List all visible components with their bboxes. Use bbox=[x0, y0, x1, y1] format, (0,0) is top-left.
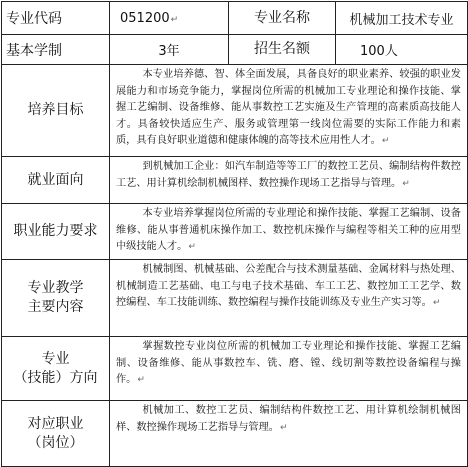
corresponding-post-text: 机械加工、数控工艺员、编制结构件数控工艺、用计算机绘制机械图样、数控操作现场工艺指导与管理。↵ bbox=[110, 401, 468, 467]
skill-direction-text: 掌握数控专业岗位所需的机械加工专业理论和操作技能、掌握工艺编制、设备维修、能从事数控车、铣、磨、镗、线切割等数控设备编程与操作。↵ bbox=[110, 337, 468, 401]
major-info-table bbox=[1, 1, 468, 467]
paragraph-mark-icon: ↵ bbox=[170, 14, 179, 25]
major-name-label: 专业名称 bbox=[229, 2, 336, 35]
row-employment bbox=[2, 157, 468, 204]
ability-label: 职业能力要求 bbox=[2, 204, 110, 260]
study-length-value: 3年 bbox=[110, 35, 229, 65]
row-major-code bbox=[2, 2, 468, 35]
employment-text: 到机械加工企业：如汽车制造等等工厂的数控工艺员、编制结构件数控工艺、用计算机绘制机械图样、数控操作现场工艺指导与管理。↵ bbox=[110, 157, 468, 204]
row-skill-direction bbox=[2, 337, 468, 401]
row-ability bbox=[2, 204, 468, 260]
training-goal-label: 培养目标 bbox=[2, 65, 110, 157]
row-basic-meta bbox=[2, 35, 468, 65]
teaching-content-label: 专业教学 主要内容 bbox=[2, 260, 110, 337]
training-goal-text: 本专业培养德、智、体全面发展，具备良好的职业素养、较强的职业发展能力和市场竞争能力，掌握岗位所需的机械加工专业理论和操作技能、掌握工艺编制、设备维修、能从事数控工艺实施及生产管理的高素质高技能人才。具备较快适应生产、服务或管理第一线岗位需要的实际工作能力和素质，具有良好职业道德和健康体魄的高等技术应用性人才。↵ bbox=[110, 65, 468, 157]
paragraph-mark-icon: ↵ bbox=[280, 422, 288, 433]
teaching-content-text: 机械制图、机械基础、公差配合与技术测量基础、金属材料与热处理、机械制造工艺基础、电工与电子技术基础、车工工艺、数控加工工艺学、数控编程、车工技能训练、数控编程与操作技能训练及专业生产实习等。↵ bbox=[110, 260, 468, 337]
row-corresponding-post bbox=[2, 401, 468, 467]
paragraph-mark-icon: ↵ bbox=[381, 136, 390, 146]
skill-direction-label: 专业 （技能）方向 bbox=[2, 337, 110, 401]
paragraph-mark-icon: ↵ bbox=[188, 242, 196, 252]
enrollment-value: 100人 bbox=[336, 35, 468, 65]
ability-text: 本专业培养掌握岗位所需的专业理论和操作技能、掌握工艺编制、设备维修、能从事普通机床操作加工、数控机床操作与编程等相关工种的应用型中级技能人才。↵ bbox=[110, 204, 468, 260]
row-teaching-content bbox=[2, 260, 468, 337]
major-code-label: 专业代码 bbox=[2, 2, 110, 35]
major-code-value: 051200↵ bbox=[110, 2, 229, 35]
paragraph-mark-icon: ↵ bbox=[137, 375, 145, 385]
paragraph-mark-icon: ↵ bbox=[432, 298, 441, 308]
corresponding-post-label: 对应职业 （岗位） bbox=[2, 401, 110, 467]
major-name-value: 机械加工技术专业 bbox=[336, 2, 468, 35]
enrollment-label: 招生名额 bbox=[229, 35, 336, 65]
row-training-goal bbox=[2, 65, 468, 157]
employment-label: 就业面向 bbox=[2, 157, 110, 204]
paragraph-mark-icon: ↵ bbox=[402, 178, 410, 189]
study-length-label: 基本学制 bbox=[2, 35, 110, 65]
